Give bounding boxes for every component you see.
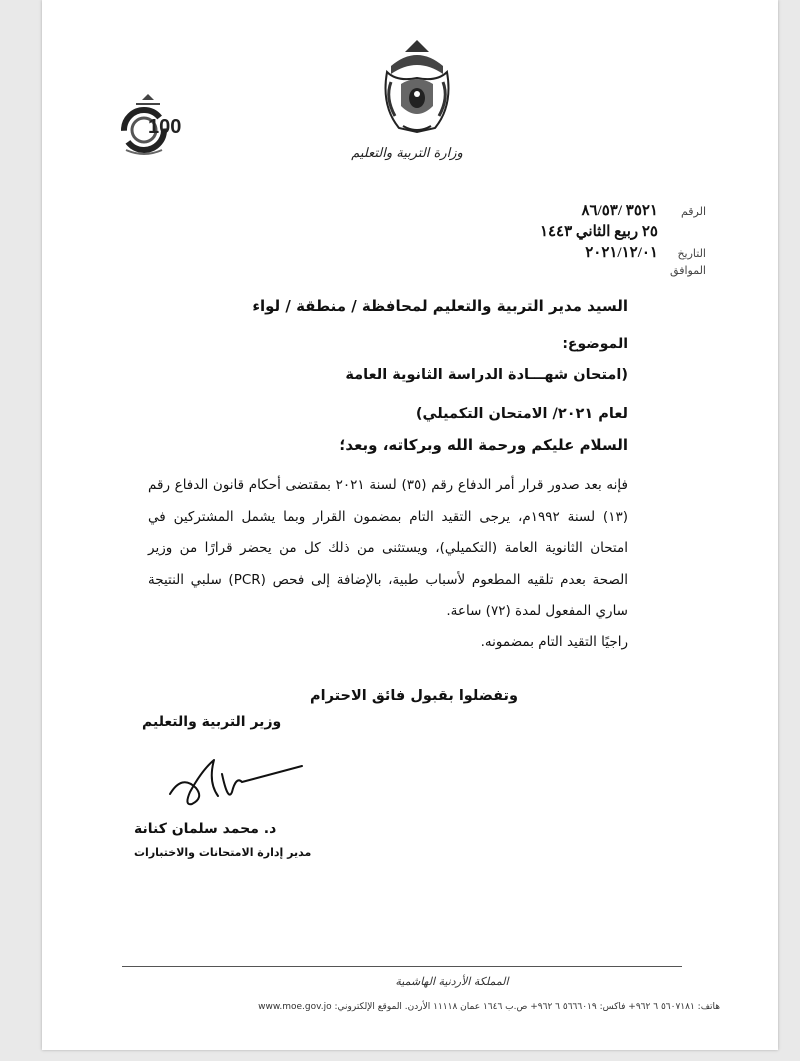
closing-line: راجيًا التقيد التام بمضمونه. — [480, 634, 628, 650]
greeting: السلام عليكم ورحمة الله وبركاته، وبعد؛ — [339, 436, 628, 454]
corresponding-label: الموافق — [670, 264, 706, 277]
footer-contact: هاتف: ٥٦٠٧١٨١ ٦ ٩٦٢+ فاكس: ٥٦٦٦٠١٩ ٦ ٩٦٢+ ص.ب ١٦٤٦ عمان ١١١١٨ الأردن. الموقع الإلكتروني: www.moe.gov.jo — [258, 1002, 720, 1012]
reference-number-value: ٣٥٢١ /٨٦/٥٣ — [581, 203, 658, 219]
corresponding-row — [446, 264, 706, 285]
footer-divider — [122, 966, 682, 967]
subject-label: الموضوع: — [562, 336, 628, 352]
date-row — [446, 243, 706, 264]
signature-icon — [162, 752, 312, 812]
signer-position: مدير إدارة الامتحانات والاختبارات — [134, 846, 312, 859]
addressee: السيد مدير التربية والتعليم لمحافظة / منطقة / لواء — [252, 297, 628, 315]
hijri-date-row — [446, 222, 706, 243]
subject-line-2: لعام ٢٠٢١/ الامتحان التكميلي) — [415, 406, 628, 422]
reference-number-label: الرقم — [680, 205, 706, 218]
gregorian-date-value: ٢٠٢١/١٢/٠١ — [585, 245, 658, 261]
minister-title: وزير التربية والتعليم — [142, 714, 282, 730]
ministry-name: وزارة التربية والتعليم — [351, 146, 463, 161]
hijri-date-value: ٢٥ ربيع الثاني ١٤٤٣ — [539, 224, 658, 240]
coat-of-arms-icon — [377, 36, 457, 136]
reference-block — [446, 201, 706, 285]
letter-page — [42, 0, 778, 1050]
date-label: التاريخ — [677, 247, 706, 260]
reference-number-row — [446, 201, 706, 222]
subject-line-1: (امتحان شهـــادة الدراسة الثانوية العامة — [345, 367, 628, 383]
centennial-number: 100 — [148, 116, 182, 138]
body-paragraph: فإنه بعد صدور قرار أمر الدفاع رقم (٣٥) لسنة ٢٠٢١ بمقتضى أحكام قانون الدفاع رقم (١٣) لسنة ١٩٩٢م، يرجى التقيد التام بمضمون القرار وبما يشمل المشتركين في امتحان الثانوية العامة (التكميلي)، ويستثنى من ذلك كل من يحضر قرارًا من وزير الصحة بعدم تلقيه المطعوم لأسباب طبية، بالإضافة إلى فحص (PCR) سلبي النتيجة ساري المفعول لمدة (٧٢) ساعة. — [148, 477, 629, 619]
footer-kingdom: المملكة الأردنية الهاشمية — [395, 975, 509, 988]
regards-line: وتفضلوا بقبول فائق الاحترام — [310, 688, 518, 704]
signer-name: د. محمد سلمان كنانة — [134, 821, 277, 837]
